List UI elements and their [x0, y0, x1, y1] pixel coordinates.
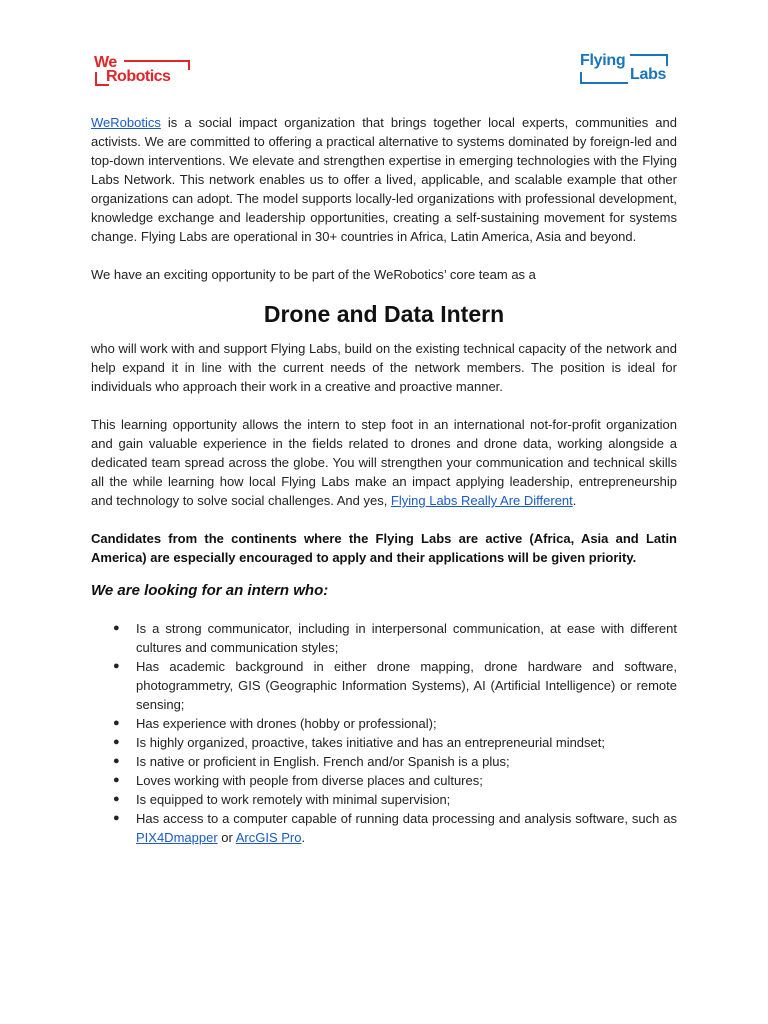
flying-labs-logo — [578, 52, 674, 88]
priority-note: Candidates from the continents where the Flying Labs are active (Africa, Asia and Latin America) are especially encouraged to apply and their applications will be given priority. — [91, 531, 677, 565]
bullet-icon: ● — [113, 774, 120, 786]
intro-text: is a social impact organization that brings together local experts, communities and activists. We are committed to offering a practical alternative to systems dominated by foreign-led and top-down interventions. We elevate and strengthen expertise in emerging technologies with the Flying Labs Network. This network enables us to offer a lived, applicable, and scalable example that other organizations can adopt. The model supports locally-led organizations with professional development, knowledge exchange and leadership opportunities, creating a self-sustaining movement for systems change. Flying Labs are operational in 30+ countries in Africa, Latin America, Asia and beyond. — [91, 115, 677, 244]
pix4dmapper-link[interactable]: PIX4Dmapper — [136, 830, 218, 845]
list-item: ● Is highly organized, proactive, takes initiative and has an entrepreneurial mindset; — [113, 735, 605, 750]
flying-labs-logo-line1: Flying — [580, 52, 626, 69]
bullet-icon: ● — [113, 812, 120, 824]
role-description: who will work with and support Flying Labs, build on the existing technical capacity of the network and help expand it in line with the current needs of the network members. The position is ideal for individuals who approach their work in a creative and proactive manner. — [91, 341, 677, 394]
bullet-icon: ● — [113, 736, 120, 748]
learning-paragraph: This learning opportunity allows the intern to step foot in an international not-for-profit organization and gain valuable experience in the fields related to drones and drone data, working alongside a dedicated team spread across the globe. You will strengthen your communication and technical skills all the while learning how local Flying Labs make an impact applying leadership, entrepreneurship and technology to solve social challenges. And yes, Flying Labs Really Are Different. — [91, 417, 677, 508]
flying-labs-logo-line2: Labs — [630, 66, 667, 83]
bullet-icon: ● — [113, 793, 120, 805]
intro-paragraph — [91, 113, 677, 246]
list-item: ● Has academic background in either drone mapping, drone hardware and software, photogrammetry, GIS (Geographic Information Systems), AI (Artificial Intelligence) or remote sensing; — [113, 659, 677, 712]
list-item: ● Has access to a computer capable of running data processing and analysis software, such as PIX4Dmapper or ArcGIS Pro. — [113, 811, 677, 845]
werobotics-link[interactable]: WeRobotics — [91, 115, 161, 130]
bullet-icon: ● — [113, 660, 120, 672]
werobotics-logo-line1: We — [94, 54, 117, 71]
page-title: Drone and Data Intern — [263, 301, 505, 327]
list-item: ● Is a strong communicator, including in interpersonal communication, at ease with different cultures and communication styles; — [113, 621, 677, 655]
list-item: ● Is equipped to work remotely with minimal supervision; — [113, 792, 451, 807]
opportunity-text: We have an exciting opportunity to be part of the WeRobotics’ core team as a — [91, 267, 536, 282]
looking-heading: We are looking for an intern who: — [91, 582, 329, 599]
document-body — [91, 113, 677, 847]
werobotics-logo-line2: Robotics — [106, 68, 171, 85]
bullet-icon: ● — [113, 622, 120, 634]
learning-text: This learning opportunity allows the intern to step foot in an international not-for-profit organization and gain valuable experience in the fields related to drones and drone data, working alongside a dedicated team spread across the globe. You will strengthen your communication and technical skills all the while learning how local Flying Labs make an impact applying leadership, entrepreneurship and technology to solve social challenges. And yes, — [91, 417, 677, 508]
arcgis-pro-link[interactable]: ArcGIS Pro — [235, 830, 302, 845]
list-item: ● Has experience with drones (hobby or professional); — [113, 716, 437, 731]
list-item: ● Loves working with people from diverse places and cultures; — [113, 773, 483, 788]
list-item: ● Is native or proficient in English. French and/or Spanish is a plus; — [113, 754, 510, 769]
bullet-icon: ● — [113, 717, 120, 729]
requirements-list — [91, 619, 677, 847]
werobotics-logo — [92, 54, 196, 88]
flying-labs-different-link[interactable]: Flying Labs Really Are Different — [390, 493, 573, 508]
bullet-icon: ● — [113, 755, 120, 767]
